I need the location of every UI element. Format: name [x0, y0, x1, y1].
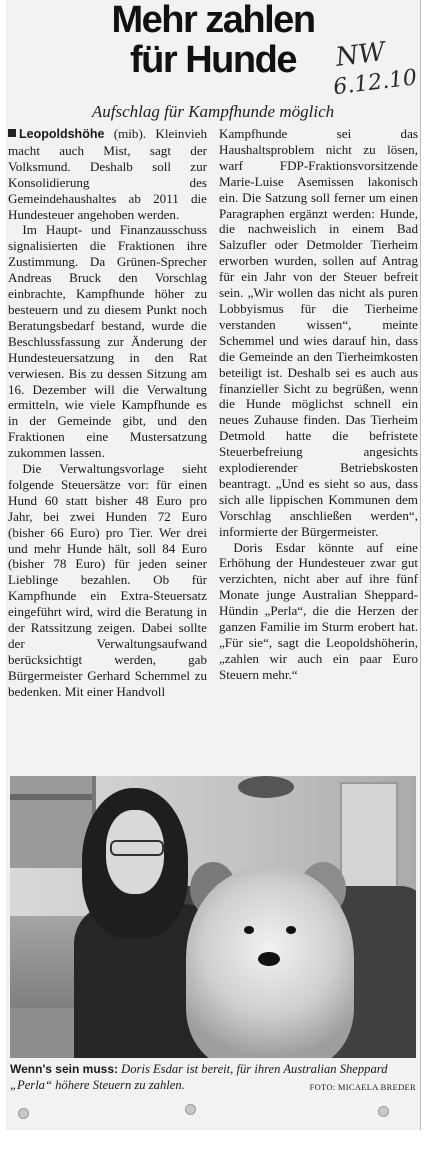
photo-dog-eye: [286, 926, 296, 934]
photo-shelf: [10, 794, 92, 800]
photo-caption: [10, 1062, 416, 1095]
photo-glasses: [110, 840, 164, 856]
paragraph: Im Haupt- und Finanzausschuss signalisierten die Fraktionen ihre Zustimmung. Da Grünen-Sprecher Andreas Bruck den Vorschlag einbrachte, Kampfhunde höher zu besteuern und zu diesem Punkt noch Beratungsbedarf bestand, wurde die Beschlussfassung zur Änderung der Hundesteuersatzung in den Rat verwiesen. Bis zu dessen Sitzung am 16. Dezember will die Verwaltung ermitteln, wie viele Kampfhunde es in der Gemeinde gibt, und den Fraktionen eine Mustersatzung zukommen lassen.: [8, 222, 207, 461]
headline-line-2: für Hunde: [130, 39, 296, 81]
photo-plant: [238, 776, 294, 798]
paragraph: Die Verwaltungsvorlage sieht folgende Steuersätze vor: für einen Hund 60 statt bisher 48 Euro pro Jahr, bei zwei Hunden 72 Euro (bisher 66 Euro) pro Tier. Wer drei und mehr Hunde hält, soll 84 Euro (bisher 78 Euro) für jeden seiner Lieblinge bezahlen. Ob für Kampfhunde ein Extra-Steuersatz eingeführt wird, wird die Beratung in der Ratssitzung zeigen. Dabei sollte der Verwaltungsaufwand berücksichtigt werden, gab Bürgermeister Gerhard Schemmel zu bedenken. Mit einer Handvoll: [8, 461, 207, 699]
article-photo: [10, 776, 416, 1058]
article-column-1: [8, 126, 207, 700]
photo-dog-nose: [258, 952, 280, 966]
staple-mark: [185, 1104, 196, 1115]
newspaper-clipping: [6, 0, 421, 1130]
paragraph-lead: [8, 126, 207, 222]
caption-text: Doris Esdar ist bereit, für ihren Australian Sheppard „Perla“ höhere Steuern zu zahlen.: [10, 1062, 388, 1092]
paragraph: Doris Esdar könnte auf eine Erhöhung der Hundesteuer zwar gut verzichten, nicht aber auf ihre fünf Monate junge Australian Sheppard-Hündin „Perla“, die die Herzen der ganzen Familie im Sturm erobert hat. „Für sie“, sagt die Leopoldshöherin, „zahlen wir auch ein paar Euro Steuern mehr.“: [219, 539, 418, 682]
bullet-square-icon: [8, 129, 16, 137]
handwritten-source: NW: [334, 36, 387, 73]
photo-dog-eye: [244, 926, 254, 934]
headline-line-1: Mehr zahlen: [111, 0, 315, 41]
handwritten-date: 6.12.10: [331, 65, 419, 101]
subheadline: Aufschlag für Kampfhunde möglich: [91, 102, 335, 121]
caption-lead: Wenn's sein muss:: [10, 1062, 118, 1076]
staple-mark: [378, 1106, 389, 1117]
lead-text: (mib). Kleinvieh macht auch Mist, sagt der Volksmund. Deshalb soll zur Konsolidierung des Gemeindehaushaltes ab 2011 die Hundesteuer angehoben werden.: [8, 126, 207, 222]
paragraph: Kampfhunde sei das Haushaltsproblem nicht zu lösen, warf FDP-Fraktionsvorsitzende Marie-Luise Asemissen lakonisch ein. Die Satzung soll ferner um einen Paragraphen ergänzt werden: Hunde, die nachweislich in einem Bad Salzufler oder Detmolder Tierheim erworben wurden, sollen auf Antrag für ein Jahr von der Steuer befreit sein. „Wir wollen das nicht als puren Lobbyismus für die Tierheime verstanden wissen“, meinte Schemmel und wies darauf hin, dass die Gemeinde an den Tierheimkosten beteiligt ist. Deshalb sei es auch aus finanzieller Sicht zu begrüßen, wenn die Hunde möglichst schnell ein neues Zuhause finden. Das Tierheim Detmold hatte die befristete Steuerbefreiung angesichts explodierender Betriebskosten beantragt. „Und es sieht so aus, dass sich alle lippischen Kommunen dem Vorschlag anschließen werden“, informierte der Bürgermeister.: [219, 126, 418, 539]
photo-credit: FOTO: MICAELA BREDER: [309, 1081, 416, 1092]
staple-mark: [18, 1108, 29, 1119]
dateline: Leopoldshöhe: [19, 127, 105, 141]
article-column-2: [219, 126, 418, 683]
